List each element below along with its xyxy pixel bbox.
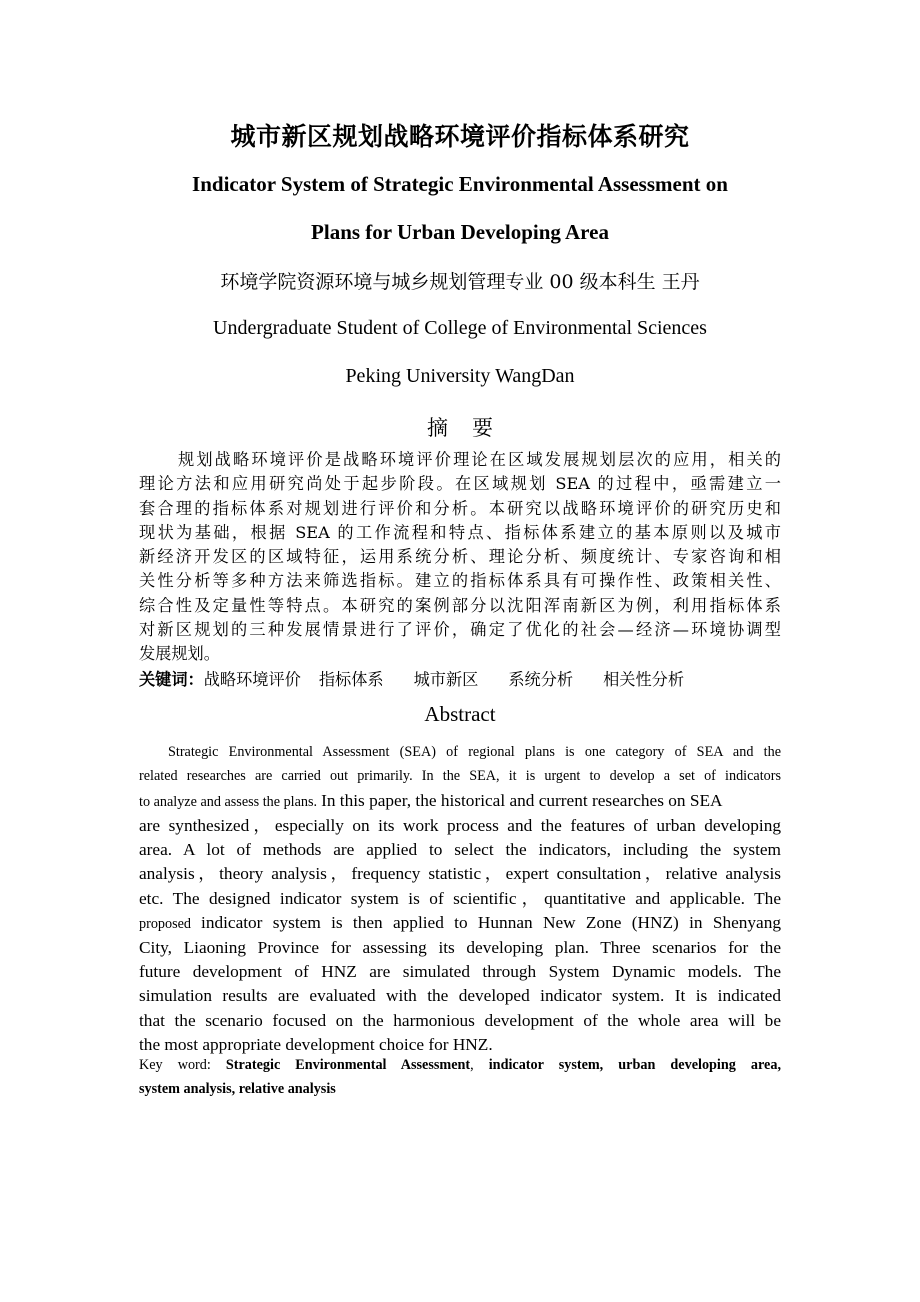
author-chinese: 环境学院资源环境与城乡规划管理专业 00 级本科生 王丹	[220, 271, 700, 293]
abstract-english-heading: Abstract	[424, 702, 496, 726]
abstract-english-line: that the scenario focused on the harmonious development of the whole area will be	[139, 1010, 781, 1030]
abstract-english-line: Strategic Environmental Assessment (SEA) of regional plans is one category of SEA and the	[168, 744, 781, 760]
abstract-english-line-mixed	[139, 789, 781, 814]
keyword-chinese: 城市新区	[413, 670, 479, 689]
author-english-line-1: Undergraduate Student of College of Environmental Sciences	[213, 317, 707, 339]
abstract-chinese-body	[139, 448, 781, 667]
abstract-english-fragment: to analyze and assess the plans.	[139, 793, 318, 810]
abstract-english-line: simulation results are evaluated with the developed indicator system. It is indicated	[139, 986, 781, 1006]
abstract-chinese-line: 新经济开发区的区域特征，运用系统分析、理论分析、频度统计、专家咨询和相	[139, 547, 781, 567]
keywords-english-line-1	[139, 1053, 781, 1077]
abstract-chinese-line: 发展规划。	[139, 644, 220, 664]
title-english-line-1: Indicator System of Strategic Environmental Assessment on	[192, 172, 728, 196]
abstract-english-fragment: In this paper, the historical and current researches on SEA	[321, 790, 723, 810]
keyword-chinese: 系统分析	[508, 670, 574, 689]
abstract-english-fragment: proposed	[139, 915, 192, 932]
author-english-line-2: Peking University WangDan	[345, 365, 575, 387]
keywords-chinese-label: 关键词：	[139, 670, 204, 689]
keyword-english: indicator system, urban developing area,	[488, 1057, 781, 1073]
abstract-chinese-line: 理论方法和应用研究尚处于起步阶段。在区域规划 SEA 的过程中，亟需建立一	[139, 474, 781, 494]
abstract-english-line: related researches are carried out primarily. In the SEA, it is urgent to develop a set of indicators	[139, 768, 781, 785]
abstract-english-body	[139, 740, 781, 1057]
abstract-english-fragment: indicator system is then applied to Hunnan New Zone (HNZ) in Shenyang	[201, 912, 781, 932]
keywords-english-label: Key word:	[139, 1057, 226, 1073]
abstract-chinese-line: 现状为基础，根据 SEA 的工作流程和特点、指标体系建立的基本原则以及城市	[139, 522, 781, 542]
keywords-chinese	[139, 666, 781, 690]
abstract-chinese-line: 对新区规划的三种发展情景进行了评价，确定了优化的社会—经济—环境协调型	[139, 620, 781, 640]
abstract-english-line: area. A lot of methods are applied to select the indicators, including the system	[139, 840, 781, 860]
abstract-chinese-line: 规划战略环境评价是战略环境评价理论在区域发展规划层次的应用，相关的	[178, 450, 781, 469]
abstract-chinese-line: 综合性及定量性等特点。本研究的案例部分以沈阳浑南新区为例，利用指标体系	[139, 595, 781, 615]
keyword-chinese: 相关性分析	[603, 670, 685, 689]
keywords-english	[139, 1053, 781, 1101]
abstract-english-line: the most appropriate development choice for HNZ.	[139, 1034, 493, 1054]
abstract-english-line: City, Liaoning Province for assessing its developing plan. Three scenarios for the	[139, 938, 781, 957]
abstract-chinese-line: 套合理的指标体系对规划进行评价和分析。本研究以战略环境评价的研究历史和	[139, 498, 781, 518]
abstract-english-line: future development of HNZ are simulated through System Dynamic models. The	[139, 962, 781, 982]
abstract-english-line: etc. The designed indicator system is of scientific，quantitative and applicable. The	[139, 888, 781, 908]
keyword-chinese: 指标体系	[318, 670, 384, 689]
title-english-line-2: Plans for Urban Developing Area	[311, 220, 609, 244]
abstract-chinese-line: 关性分析等多种方法来筛选指标。建立的指标体系具有可操作性、政策相关性、	[139, 571, 781, 591]
keywords-english-separator: ,	[470, 1057, 489, 1073]
title-chinese: 城市新区规划战略环境评价指标体系研究	[230, 122, 690, 151]
abstract-english-line: analysis，theory analysis，frequency statistic，expert consultation，relative analysis	[139, 864, 781, 884]
abstract-english-line: are synthesized，especially on its work process and the features of urban developing	[139, 815, 781, 835]
keywords-english-line-2: system analysis, relative analysis	[139, 1081, 336, 1097]
abstract-english-line-mixed	[139, 911, 781, 936]
abstract-chinese-heading: 摘要	[427, 416, 517, 440]
keyword-chinese: 战略环境评价	[203, 670, 301, 689]
keyword-english: Strategic Environmental Assessment	[225, 1057, 471, 1073]
